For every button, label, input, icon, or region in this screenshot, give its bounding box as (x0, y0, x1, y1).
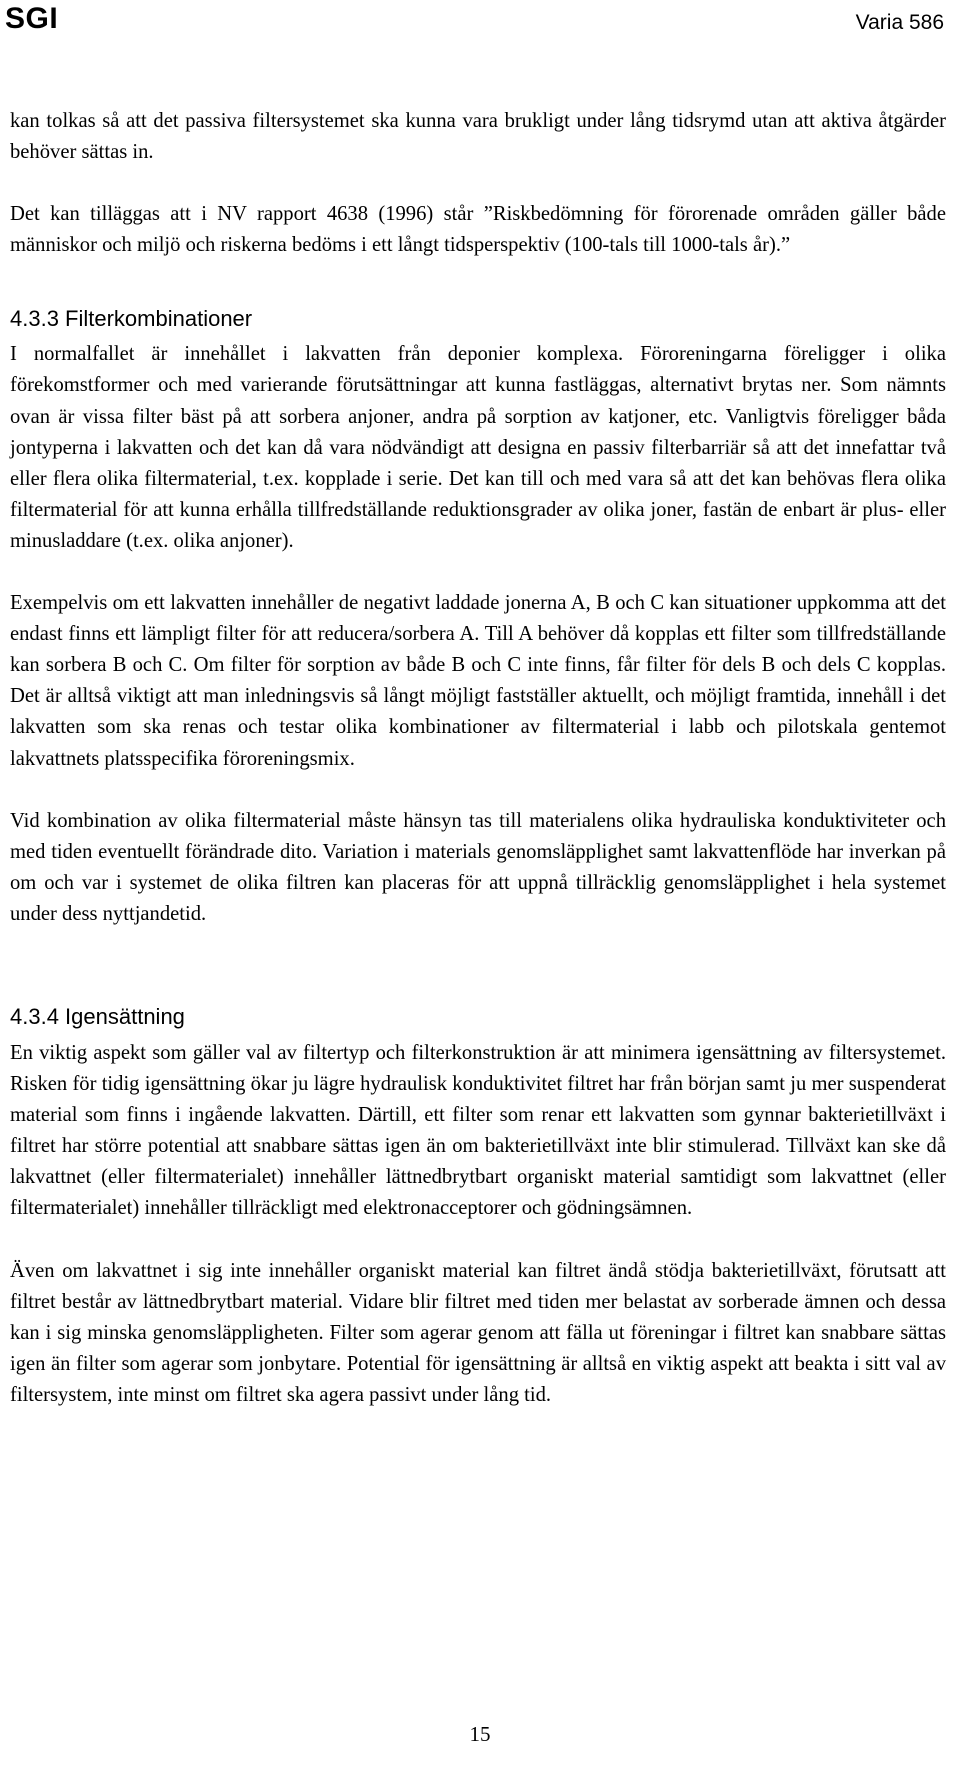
paragraph-igensattning-2: Även om lakvattnet i sig inte innehåller organiskt material kan filtret ändå stödja bakterietillväxt, förutsatt att filtret består av lättnedbrytbart material. Vidare blir filtret med tiden mer belastat av sorberade ämnen och dessa kan i sig minska genomsläppligheten. Filter som agerar genom att fälla ut föreningar i filtret kan snabbare sättas igen än filter som agerar som jonbytare. Potential för igensättning är alltså en viktig aspekt att beakta i sitt val av filtersystem, inte minst om filtret ska agera passivt under lång tid. (10, 1259, 946, 1406)
paragraph-filterkombinationer-3: Vid kombination av olika filtermaterial måste hänsyn tas till materialens olika hydrauliska konduktiviteter och med tiden eventuellt förändrade dito. Variation i materials genomsläpplighet samt lakvattenflöde har inverkan på om och var i systemet de olika filtren kan placeras för att uppnå tillräcklig genomsläpplighet i hela systemet under dess nyttjandetid. (10, 809, 946, 925)
paragraph-filterkombinationer-2: Exempelvis om ett lakvatten innehåller de negativt laddade jonerna A, B och C kan situationer uppkomma att det endast finns ett lämpligt filter för att reducera/sorbera A. Till A behöver då kopplas ett filter som tillfredställande kan sorbera B och C. Om filter för sorption av både B och C inte finns, får filter för dels B och dels C kopplas. Det är alltså viktigt att man inledningsvis så långt möjligt fastställer aktuellt, och möjligt framtida, innehåll i det lakvatten som ska renas och testar olika kombinationer av filtermaterial i labb och pilotskala gentemot lakvattnets platsspecifika föroreningsmix. (10, 592, 946, 770)
paragraph-intro-continuation: kan tolkas så att det passiva filtersystemet ska kunna vara brukligt under lång tidsrymd utan att aktiva åtgärder behöver sättas in. (10, 110, 946, 164)
section-heading-filterkombinationer: 4.3.3 Filterkombinationer (10, 306, 253, 332)
paragraph-filterkombinationer-1: I normalfallet är innehållet i lakvatten från deponier komplexa. Föroreningarna föreligger i olika förekomstformer och med varierande förutsättningar att kunna fastläggas, alternativt brytas ner. Som nämnts ovan är vissa filter bäst på att sorbera anjoner, andra på sorption av katjoner, etc. Vanligtvis föreligger båda jontyperna i lakvatten och det kan då vara nödvändigt att designa en passiv filterbarriär så att det innefattar två eller flera olika filtermaterial, t.ex. kopplade i serie. Det kan till och med vara så att det kan behövas flera olika filtermaterial för att kunna erhålla tillfredställande reduktionsgrader av olika joner, fastän de enbart är plus- eller minusladdare (t.ex. olika anjoner). (10, 343, 946, 552)
paragraph-nv-report: Det kan tilläggas att i NV rapport 4638 (1996) står ”Riskbedömning för förorenade områden gäller både människor och miljö och riskerna bedöms i ett långt tidsperspektiv (100-tals till 1000-tals år).” (10, 203, 946, 257)
sgi-logo: SGI (5, 2, 59, 35)
page-header (0, 0, 960, 44)
document-body (10, 106, 946, 1411)
section-heading-igensattning: 4.3.4 Igensättning (10, 1003, 185, 1029)
page-number: 15 (469, 1722, 491, 1746)
publication-series: Varia 586 (855, 11, 944, 34)
paragraph-igensattning-1: En viktig aspekt som gäller val av filtertyp och filterkonstruktion är att minimera igensättning av filtersystemet. Risken för tidig igensättning ökar ju lägre hydraulisk konduktivitet filtret har från början samt ju mer suspenderat material som finns i ingående lakvatten. Därtill, ett filter som renar ett lakvatten som gynnar bakterietillväxt i filtret har större potential att snabbare sättas igen än om bakterietillväxt inte blir stimulerad. Tillväxt kan ske då lakvattnet (eller filtermaterialet) innehåller lättnedbrytbart organiskt material samtidigt som lakvattnet (eller filtermaterialet) innehåller tillräckligt med elektronacceptorer och gödningsämnen. (10, 1041, 946, 1220)
